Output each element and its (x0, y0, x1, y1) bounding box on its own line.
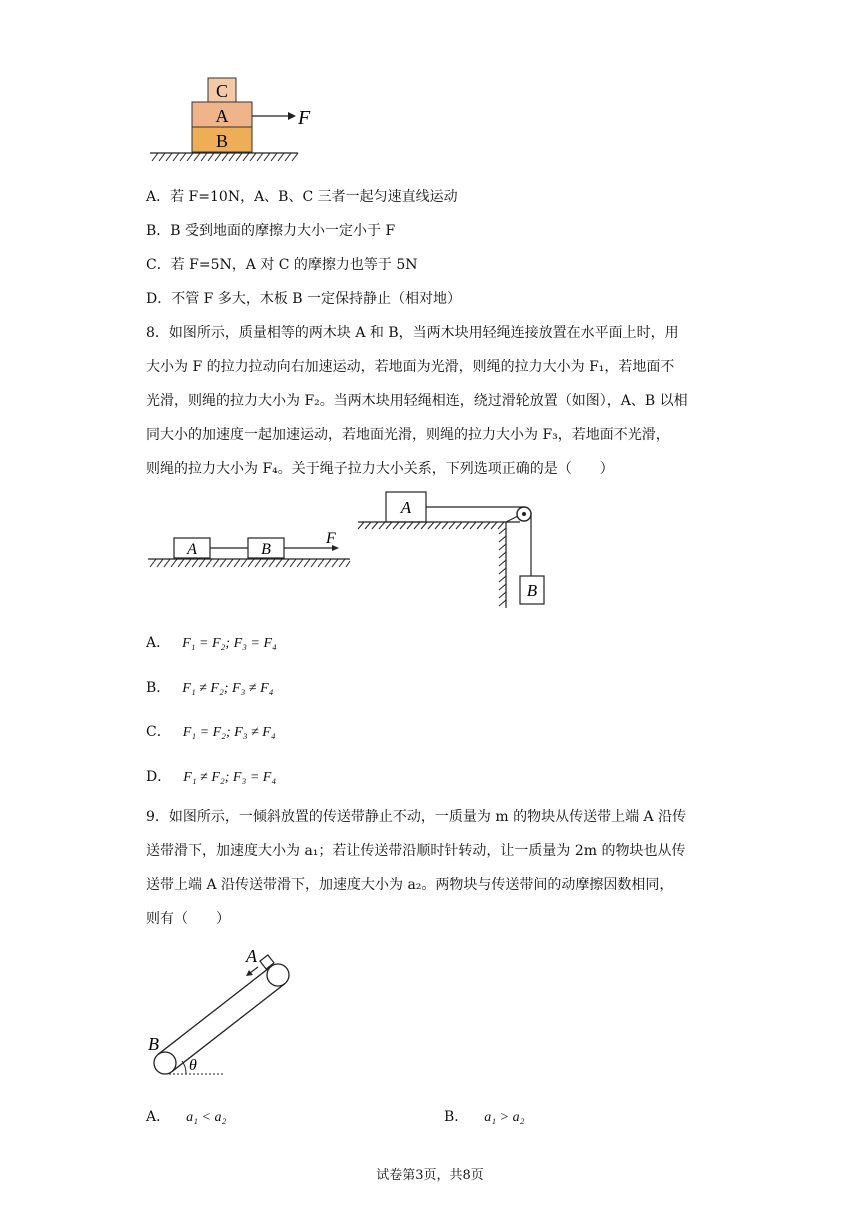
label-a: A (246, 946, 257, 966)
block (260, 955, 274, 969)
force-label: F (298, 107, 311, 129)
q8-line-5: 则绳的拉力大小为 F₄。关于绳子拉力大小关系，下列选项正确的是（ ） (146, 461, 614, 477)
q8-option-d-expr: F₁ ≠ F₂; F₃ = F₄ (183, 770, 277, 785)
pulley-axle (522, 512, 526, 516)
q7-figure (146, 74, 311, 166)
q9-line-2: 送带滑下，加速度大小为 a₁；若让传送带沿顺时针转动，让一质量为 2m 的物块也从传 (146, 843, 686, 859)
q8-option-c[interactable] (146, 721, 276, 741)
q8-option-b-expr: F₁ ≠ F₂; F₃ ≠ F₄ (182, 681, 274, 696)
q8-figure-right (354, 488, 554, 612)
q9-option-b-expr: a₁ > a₂ (484, 1110, 525, 1125)
table-hatch (358, 522, 506, 606)
q8-option-b[interactable] (146, 677, 274, 697)
q8-option-c-expr: F₁ = F₂; F₃ ≠ F₄ (182, 725, 276, 740)
q8-line-4: 同大小的加速度一起加速运动，若地面光滑，则绳的拉力大小为 F₃，若地面不光滑， (146, 427, 670, 443)
block-b-label: B (215, 131, 229, 151)
ground-hatch (150, 559, 350, 567)
q8-option-d-label: D． (146, 769, 172, 785)
q8-line-2: 大小为 F 的拉力拉动向右加速运动，若地面为光滑，则绳的拉力大小为 F₁，若地面不 (146, 359, 675, 375)
q8-line-3: 光滑，则绳的拉力大小为 F₂。当两木块用轻绳相连，绕过滑轮放置（如图），A、B 以相 (146, 393, 688, 409)
block-c-label: C (215, 81, 229, 101)
q7-option-a[interactable]: A．若 F=10N，A、B、C 三者一起匀速直线运动 (146, 189, 458, 205)
q9-line-1: 9．如图所示，一倾斜放置的传送带静止不动，一质量为 m 的物块从传送带上端 A 沿传 (146, 809, 687, 825)
q8-option-b-label: B． (146, 680, 171, 696)
q9-option-b[interactable] (444, 1106, 524, 1126)
q8-figure-left (146, 528, 356, 576)
q9-option-a[interactable] (146, 1106, 226, 1126)
q9-option-a-expr: a₁ < a₂ (186, 1110, 227, 1125)
q9-line-4: 则有（ ） (146, 911, 230, 927)
label-b: B (148, 1034, 159, 1054)
q8-line-1: 8．如图所示，质量相等的两木块 A 和 B，当两木块用轻绳连接放置在水平面上时，用 (146, 325, 679, 341)
block-a-label: A (187, 541, 197, 558)
q8-option-a-label: A． (146, 635, 171, 651)
ground-hatch (152, 153, 298, 161)
q8-option-a[interactable] (146, 632, 277, 652)
q9-figure (146, 940, 306, 1080)
label-theta: θ (189, 1057, 197, 1074)
block-a-label: A (400, 498, 412, 517)
q9-option-b-label: B． (444, 1109, 469, 1125)
q9-option-a-label: A． (146, 1109, 171, 1125)
force-label: F (326, 530, 336, 547)
q8-option-d[interactable] (146, 766, 276, 786)
q7-option-c[interactable]: C．若 F=5N，A 对 C 的摩擦力也等于 5N (146, 257, 418, 273)
q8-option-a-expr: F₁ = F₂; F₃ = F₄ (182, 636, 277, 651)
block-b-label: B (261, 541, 271, 558)
q9-line-3: 送带上端 A 沿传送带滑下，加速度大小为 a₂。两物块与传送带间的动摩擦因数相同， (146, 877, 674, 893)
direction-arrow (250, 967, 258, 973)
q8-option-c-label: C． (146, 724, 171, 740)
force-arrow-head (288, 112, 296, 120)
q7-option-b[interactable]: B．B 受到地面的摩擦力大小一定小于 F (146, 223, 396, 239)
page-footer: 试卷第3页，共8页 (376, 1168, 484, 1183)
block-b-label: B (526, 581, 538, 600)
q7-option-d[interactable]: D．不管 F 多大，木板 B 一定保持静止（相对地） (146, 291, 462, 307)
belt-upper (158, 966, 271, 1054)
block-a-label: A (215, 106, 229, 126)
